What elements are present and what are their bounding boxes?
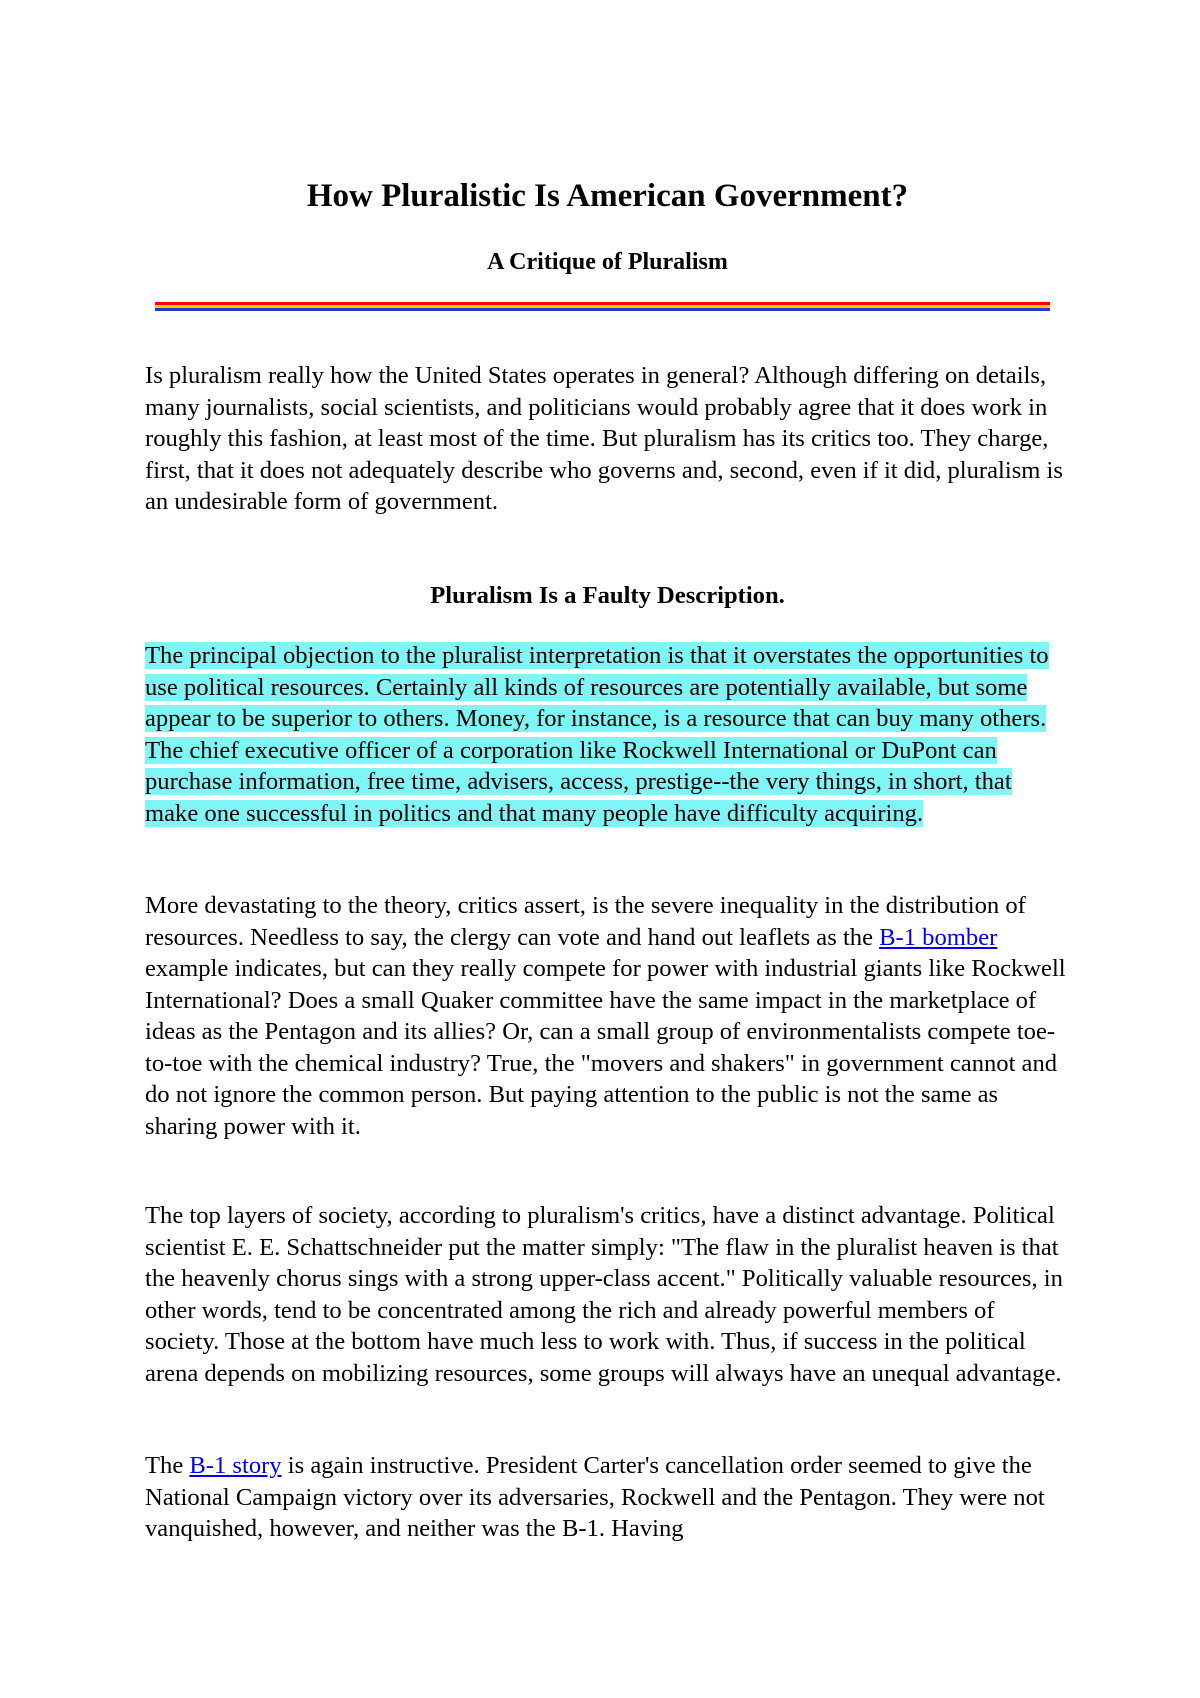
- paragraph-text-before-link: The: [145, 1452, 190, 1479]
- b1-bomber-link[interactable]: B-1 bomber: [879, 923, 998, 951]
- top-layers-paragraph: The top layers of society, according to pluralism's critics, have a distinct advantage. Political scientist E. E. Schattschneider put the matter simply: "The flaw in the pluralist heaven is that the heavenly chorus sings with a strong upper-class accent." Politically valuable resources, in other words, tend to be concentrated among the rich and already powerful members of society. Those at the bottom have much less to work with. Thus, if success in the political arena depends on mobilizing resources, some groups will always have an unequal advantage.: [145, 1202, 1063, 1387]
- divider-stripe-blue: [155, 308, 1050, 311]
- page-title: How Pluralistic Is American Government?: [306, 178, 909, 214]
- tricolor-divider: [155, 302, 1050, 311]
- paragraph-text-before-link: More devastating to the theory, critics assert, is the severe inequality in the distribution of resources. Needless to say, the clergy can vote and hand out leaflets as the: [145, 892, 1026, 951]
- paragraph-text-after-link: example indicates, but can they really compete for power with industrial giants like Rockwell International? Does a small Quaker committee have the same impact in the marketplace of ideas as the Pentagon and its allies? Or, can a small group of environmentalists compete toe-to-toe with the chemical industry? True, the "movers and shakers" in government cannot and do not ignore the common person. But paying attention to the public is not the same as sharing power with it.: [145, 955, 1066, 1140]
- b1-story-paragraph: [145, 1450, 1070, 1545]
- intro-paragraph: Is pluralism really how the United States operates in general? Although differing on details, many journalists, social scientists, and politicians would probably agree that it does work in roughly this fashion, at least most of the time. But pluralism has its critics too. They charge, first, that it does not adequately describe who governs and, second, even if it did, pluralism is an undesirable form of government.: [145, 362, 1063, 515]
- section-heading: Pluralism Is a Faulty Description.: [430, 582, 785, 609]
- inequality-paragraph: [145, 890, 1070, 1142]
- text-highlight[interactable]: The principal objection to the pluralist interpretation is that it overstates the opportunities to use political resources. Certainly all kinds of resources are potentially available, but some appear to be superior to others. Money, for instance, is a resource that can buy many others. The chief executive officer of a corporation like Rockwell International or DuPont can purchase information, free time, advisers, access, prestige--the very things, in short, that make one successful in politics and that many people have difficulty acquiring.: [145, 642, 1049, 827]
- b1-story-link[interactable]: B-1 story: [189, 1452, 282, 1479]
- page-subtitle: A Critique of Pluralism: [487, 249, 728, 275]
- highlighted-paragraph: [145, 640, 1070, 829]
- paragraph-text-after-link: is again instructive. President Carter's cancellation order seemed to give the National Campaign victory over its adversaries, Rockwell and the Pentagon. They were not vanquished, however, and neither was the B-1. Having: [145, 1452, 1045, 1542]
